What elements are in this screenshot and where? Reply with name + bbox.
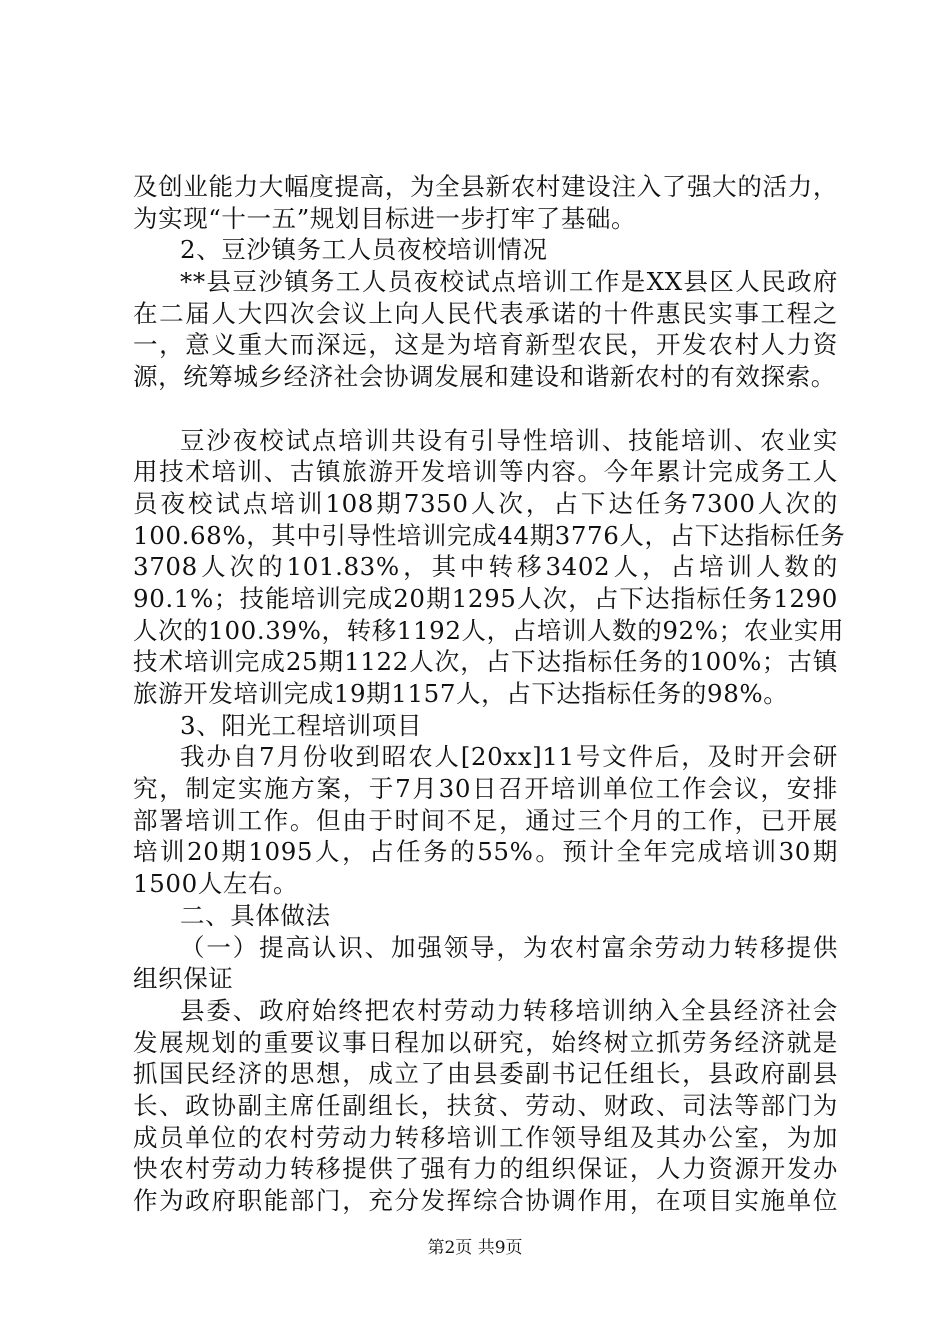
text-line: （一）提高认识、加强领导，为农村富余劳动力转移提供 <box>180 932 838 962</box>
text-line: **县豆沙镇务工人员夜校试点培训工作是XX县区人民政府 <box>180 267 838 297</box>
text-line: 100.68%，其中引导性培训完成44期3776人，占下达指标任务 <box>133 520 846 550</box>
text-line: 部署培训工作。但由于时间不足，通过三个月的工作，已开展 <box>133 805 838 835</box>
document-body <box>133 171 846 1217</box>
text-line: 抓国民经济的思想，成立了由县委副书记任组长，县政府副县 <box>133 1059 838 1089</box>
page-footer: 第2页 共9页 <box>427 1238 523 1258</box>
text-line: 二、具体做法 <box>180 900 331 930</box>
text-line: 3、阳光工程培训项目 <box>180 710 423 740</box>
text-line: 技术培训完成25期1122人次，占下达指标任务的100%；古镇 <box>133 647 838 677</box>
text-line: 快农村劳动力转移提供了强有力的组织保证，人力资源开发办 <box>133 1154 838 1184</box>
text-line: 长、政协副主席任副组长，扶贫、劳动、财政、司法等部门为 <box>133 1090 838 1120</box>
text-line: 发展规划的重要议事日程加以研究，始终树立抓劳务经济就是 <box>133 1027 838 1057</box>
text-line: 用技术培训、古镇旅游开发培训等内容。今年累计完成务工人 <box>133 457 838 487</box>
text-line: 豆沙夜校试点培训共设有引导性培训、技能培训、农业实 <box>180 425 838 455</box>
text-line: 培训20期1095人，占任务的55%。预计全年完成培训30期 <box>133 837 838 867</box>
text-line: 员夜校试点培训108期7350人次，占下达任务7300人次的 <box>133 488 838 518</box>
text-line: 我办自7月份收到昭农人[20xx]11号文件后，及时开会研 <box>180 742 838 772</box>
text-line: 及创业能力大幅度提高，为全县新农村建设注入了强大的活力， <box>133 172 838 201</box>
text-line <box>133 393 838 425</box>
text-line: 2、豆沙镇务工人员夜校培训情况 <box>180 235 548 265</box>
text-line: 旅游开发培训完成19期1157人，占下达指标任务的98%。 <box>133 679 789 708</box>
text-line: 究，制定实施方案，于7月30日召开培训单位工作会议，安排 <box>133 774 838 804</box>
text-line: 人次的100.39%，转移1192人，占培训人数的92%；农业实用 <box>133 615 845 645</box>
text-line: 90.1%；技能培训完成20期1295人次，占下达指标任务1290 <box>133 583 838 613</box>
text-line: 县委、政府始终把农村劳动力转移培训纳入全县经济社会 <box>180 995 838 1025</box>
text-line: 在二届人大四次会议上向人民代表承诺的十件惠民实事工程之 <box>133 298 838 328</box>
text-line: 为实现“十一五”规划目标进一步打牢了基础。 <box>133 203 637 233</box>
text-line: 源，统筹城乡经济社会协调发展和建设和谐新农村的有效探索。 <box>133 362 836 392</box>
text-line: 作为政府职能部门，充分发挥综合协调作用，在项目实施单位 <box>133 1186 838 1215</box>
text-line: 组织保证 <box>133 964 234 994</box>
text-line: 3708人次的101.83%，其中转移3402人，占培训人数的 <box>133 552 838 582</box>
text-line: 1500人左右。 <box>133 869 299 899</box>
text-line: 成员单位的农村劳动力转移培训工作领导组及其办公室，为加 <box>133 1122 838 1152</box>
text-line: 一，意义重大而深远，这是为培育新型农民，开发农村人力资 <box>133 330 838 360</box>
